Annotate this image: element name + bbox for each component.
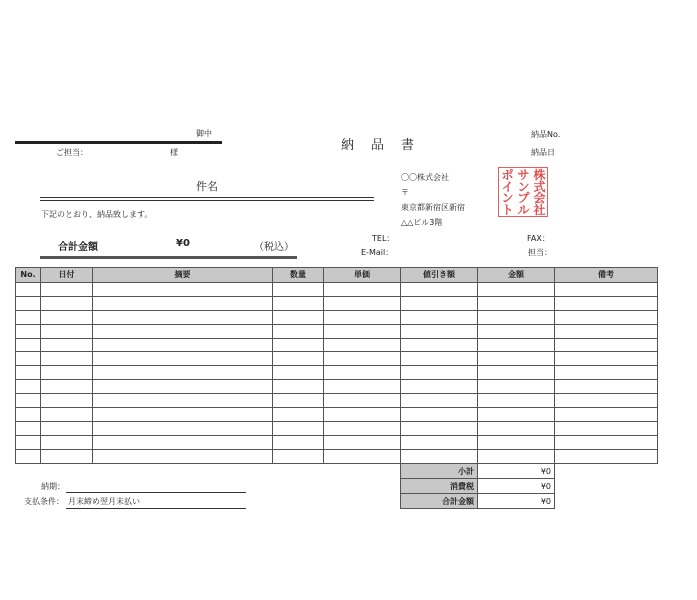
table-cell [16, 394, 41, 408]
items-table [15, 267, 658, 464]
table-row [16, 380, 658, 394]
tax-included-label: （税込） [254, 242, 294, 253]
table-cell [324, 324, 401, 338]
table-cell [401, 310, 478, 324]
table-cell [273, 283, 324, 297]
table-cell [478, 324, 555, 338]
table-cell [401, 283, 478, 297]
sama-label: 様 [170, 148, 178, 157]
subtotal-row [401, 464, 555, 479]
table-cell [401, 408, 478, 422]
table-cell [93, 296, 273, 310]
table-cell [93, 408, 273, 422]
table-cell [93, 338, 273, 352]
table-cell [401, 394, 478, 408]
table-cell [93, 324, 273, 338]
company-address-1: 東京都新宿区新宿 [401, 203, 465, 212]
company-postal: 〒 [401, 188, 409, 197]
tel-label: TEL： [372, 234, 395, 243]
table-cell [16, 449, 41, 463]
grand-total-row [401, 494, 555, 509]
table-cell [273, 324, 324, 338]
table-cell [93, 366, 273, 380]
col-discount-header: 値引き額 [401, 268, 478, 283]
payment-terms-label: 支払条件： [24, 497, 64, 506]
table-cell [16, 338, 41, 352]
subject-line-2 [40, 200, 374, 201]
tanto-label: ご担当： [56, 148, 88, 157]
table-cell [41, 310, 93, 324]
tax-label: 消費税 [401, 479, 478, 494]
table-cell [555, 380, 658, 394]
delivery-no-label: 納品No. [531, 130, 561, 139]
table-cell [324, 435, 401, 449]
table-cell [555, 366, 658, 380]
table-cell [273, 296, 324, 310]
table-cell [401, 296, 478, 310]
table-cell [273, 449, 324, 463]
table-cell [16, 352, 41, 366]
table-cell [401, 338, 478, 352]
table-cell [93, 310, 273, 324]
table-cell [273, 380, 324, 394]
table-cell [555, 338, 658, 352]
total-amount-value: ¥0 [176, 238, 190, 249]
table-cell [555, 449, 658, 463]
company-name: 〇〇株式会社 [401, 173, 449, 182]
table-cell [41, 380, 93, 394]
table-cell [16, 283, 41, 297]
table-cell [273, 394, 324, 408]
table-cell [324, 310, 401, 324]
col-quantity-header: 数量 [273, 268, 324, 283]
table-cell [41, 324, 93, 338]
recipient-underline [15, 141, 222, 144]
company-seal-stamp: 株 式 会 社 サ ン プ ル ポ イ ン ト [498, 167, 548, 217]
onchu-label: 御中 [196, 129, 212, 138]
col-unit-price-header: 単価 [324, 268, 401, 283]
table-cell [324, 394, 401, 408]
table-cell [324, 421, 401, 435]
table-row [16, 435, 658, 449]
table-cell [41, 296, 93, 310]
table-row [16, 408, 658, 422]
table-cell [324, 366, 401, 380]
col-no-header: No. [16, 268, 41, 283]
table-cell [273, 352, 324, 366]
table-cell [555, 296, 658, 310]
table-cell [555, 352, 658, 366]
subtotal-label: 小計 [401, 464, 478, 479]
total-amount-label: 合計金額 [58, 242, 98, 253]
table-cell [478, 408, 555, 422]
table-cell [41, 366, 93, 380]
table-cell [478, 283, 555, 297]
payment-terms-line [66, 508, 246, 509]
table-cell [324, 283, 401, 297]
table-cell [93, 352, 273, 366]
table-cell [16, 324, 41, 338]
delivery-period-label: 納期： [41, 482, 65, 491]
col-description-header: 摘要 [93, 268, 273, 283]
table-row [16, 338, 658, 352]
table-cell [41, 408, 93, 422]
table-cell [93, 394, 273, 408]
table-cell [324, 296, 401, 310]
table-cell [41, 352, 93, 366]
table-cell [555, 435, 658, 449]
document-title: 納 品 書 [341, 138, 417, 153]
table-cell [555, 324, 658, 338]
table-cell [401, 380, 478, 394]
table-cell [16, 310, 41, 324]
table-cell [555, 283, 658, 297]
table-row [16, 366, 658, 380]
table-cell [324, 449, 401, 463]
table-cell [273, 435, 324, 449]
subject-line-1 [40, 197, 374, 198]
table-cell [478, 296, 555, 310]
table-row [16, 310, 658, 324]
subtotal-value: ¥0 [478, 464, 555, 479]
table-row [16, 283, 658, 297]
table-cell [401, 435, 478, 449]
table-cell [16, 296, 41, 310]
col-date-header: 日付 [41, 268, 93, 283]
table-cell [478, 352, 555, 366]
company-address-2: △△ビル3階 [401, 218, 443, 227]
table-row [16, 449, 658, 463]
table-row [16, 421, 658, 435]
col-remarks-header: 備考 [555, 268, 658, 283]
table-cell [401, 352, 478, 366]
grand-total-value: ¥0 [478, 494, 555, 509]
table-cell [273, 408, 324, 422]
col-amount-header: 金額 [478, 268, 555, 283]
table-cell [41, 449, 93, 463]
table-cell [324, 380, 401, 394]
table-cell [324, 408, 401, 422]
table-cell [16, 380, 41, 394]
table-cell [478, 394, 555, 408]
totals-table [400, 463, 555, 509]
delivery-period-line [66, 492, 246, 493]
table-cell [478, 366, 555, 380]
table-cell [401, 449, 478, 463]
table-cell [478, 421, 555, 435]
table-cell [16, 366, 41, 380]
table-cell [93, 380, 273, 394]
table-cell [93, 283, 273, 297]
table-cell [93, 421, 273, 435]
table-cell [41, 394, 93, 408]
grand-total-label: 合計金額 [401, 494, 478, 509]
delivery-note: 下記のとおり、納品致します。 [41, 210, 153, 219]
table-cell [555, 408, 658, 422]
table-cell [93, 435, 273, 449]
table-cell [273, 338, 324, 352]
tax-value: ¥0 [478, 479, 555, 494]
table-cell [16, 408, 41, 422]
payment-terms-value: 月末締め翌月末払い [68, 497, 140, 506]
table-cell [324, 338, 401, 352]
table-cell [16, 435, 41, 449]
table-cell [41, 421, 93, 435]
total-underline [40, 256, 297, 259]
table-cell [93, 449, 273, 463]
contact-label: 担当： [528, 248, 552, 257]
table-cell [401, 324, 478, 338]
table-cell [478, 338, 555, 352]
table-row [16, 296, 658, 310]
table-cell [555, 310, 658, 324]
table-cell [16, 421, 41, 435]
table-cell [478, 380, 555, 394]
table-cell [401, 366, 478, 380]
table-cell [41, 338, 93, 352]
table-cell [478, 310, 555, 324]
table-cell [555, 421, 658, 435]
table-cell [41, 435, 93, 449]
table-cell [273, 310, 324, 324]
table-cell [401, 421, 478, 435]
table-cell [273, 366, 324, 380]
table-row [16, 324, 658, 338]
table-cell [478, 449, 555, 463]
table-cell [273, 421, 324, 435]
items-header-row [16, 268, 658, 283]
subject-label: 件名 [196, 180, 218, 193]
table-row [16, 352, 658, 366]
table-row [16, 394, 658, 408]
table-cell [324, 352, 401, 366]
table-cell [555, 394, 658, 408]
tax-row [401, 479, 555, 494]
delivery-date-label: 納品日 [531, 148, 555, 157]
email-label: E-Mail： [361, 248, 394, 257]
table-cell [41, 283, 93, 297]
table-cell [478, 435, 555, 449]
fax-label: FAX： [527, 234, 550, 243]
